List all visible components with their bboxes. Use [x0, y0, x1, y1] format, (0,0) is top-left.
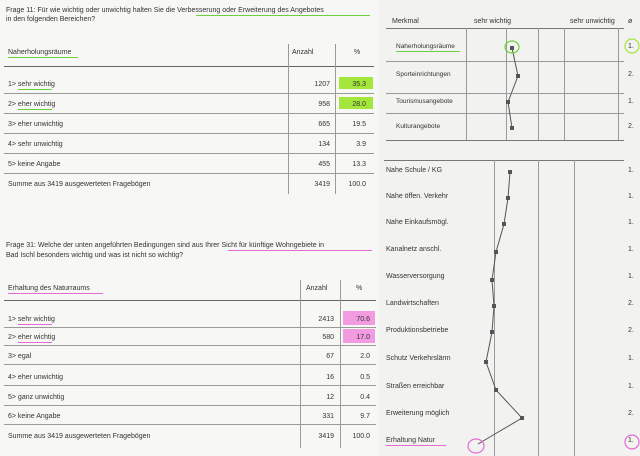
row-pct: 28.0: [352, 101, 366, 108]
row-count: 580: [322, 334, 334, 341]
green-circle-mark: [625, 39, 639, 53]
mean-value: 1.: [628, 437, 634, 444]
row-pct: 3.9: [356, 141, 366, 148]
profile-item: Sporteinrichtungen: [396, 71, 451, 78]
mean-value: 1.: [628, 219, 634, 226]
row-label: 4> sehr unwichtig: [8, 141, 63, 148]
profile-item: Produktionsbetriebe: [386, 327, 449, 334]
row-pct: 0.4: [360, 394, 370, 401]
row-count: 331: [322, 413, 334, 420]
frage31-header: Erhaltung des Naturraums: [8, 285, 90, 292]
pink-circle-mark: [625, 435, 639, 449]
mean-value: 2.: [628, 71, 634, 78]
profile-col-wichtig: sehr wichtig: [474, 18, 511, 25]
row-pct: 9.7: [360, 413, 370, 420]
marker: [494, 388, 498, 392]
mean-value: 1.: [628, 167, 634, 174]
mean-value: 1.: [628, 43, 634, 50]
profile-item: Nahe öffen. Verkehr: [386, 193, 449, 200]
table-col-divider: [335, 44, 336, 194]
frage11-question-line1: Frage 11: Für wie wichtig oder unwichtig halten Sie die Verbesserung oder Erweiterung des Angebotes: [6, 7, 324, 14]
sum-pct: 100.0: [352, 433, 370, 440]
row-label: 3> egal: [8, 353, 32, 360]
profile-item: Wasserversorgung: [386, 273, 445, 280]
profile-item: Kulturangebote: [396, 123, 441, 130]
row-label: 3> eher unwichtig: [8, 121, 64, 128]
mean-value: 1.: [628, 98, 634, 105]
row-divider: [4, 385, 376, 386]
mean-value: 2.: [628, 123, 634, 130]
row-count: 16: [326, 374, 334, 381]
label-underline: [18, 342, 52, 343]
profile-col-unwichtig: sehr unwichtig: [570, 18, 615, 25]
row-divider: [4, 93, 374, 94]
profile-item: Tourismusangebote: [396, 98, 453, 105]
marker: [520, 416, 524, 420]
profile-col-merkmal: Merkmal: [392, 18, 419, 25]
sum-label: Summe aus 3419 ausgewerteten Fragebögen: [8, 433, 151, 440]
table-rule: [4, 300, 376, 301]
marker: [490, 278, 494, 282]
marker: [510, 126, 514, 130]
marker: [516, 74, 520, 78]
marker: [510, 46, 514, 50]
row-label: 4> eher unwichtig: [8, 374, 64, 381]
sum-pct: 100.0: [348, 181, 366, 188]
mean-value: 1.: [628, 383, 634, 390]
row-divider: [4, 405, 376, 406]
profile-item: Landwirtschaften: [386, 300, 439, 307]
row-divider: [4, 173, 374, 174]
header-underline: [8, 57, 78, 58]
row-pct: 13.3: [352, 161, 366, 168]
row-label: 2> eher wichtig: [8, 101, 56, 108]
frage11-question-line2: in den folgenden Bereichen?: [6, 16, 96, 23]
frage31-question-line2: Bad Ischl besonders wichtig und was ist nicht so wichtig?: [6, 252, 184, 259]
top-profile-line: [508, 48, 518, 128]
row-divider: [4, 364, 376, 365]
profile-item: Naherholungsräume: [396, 43, 455, 50]
mean-value: 2.: [628, 300, 634, 307]
marker: [490, 330, 494, 334]
marker: [492, 304, 496, 308]
row-pct: 35.3: [352, 81, 366, 88]
profile-item: Kanalnetz anschl.: [386, 246, 442, 253]
profile-item: Straßen erreichbar: [386, 383, 445, 390]
row-label: 6> keine Angabe: [8, 413, 61, 420]
profile-item: Schutz Verkehrslärm: [386, 355, 451, 362]
frage31-question-line1: Frage 31: Welche der unten angeführten Bedingungen sind aus Ihrer Sicht für künftige Wohngebiete in: [6, 242, 325, 249]
marker: [494, 250, 498, 254]
sum-count: 3419: [314, 181, 330, 188]
row-pct: 2.0: [360, 353, 370, 360]
frage31-col-pct: %: [356, 285, 363, 292]
marker: [508, 170, 512, 174]
frage11-header: Naherholungsräume: [8, 49, 72, 56]
marker: [506, 196, 510, 200]
row-count: 134: [318, 141, 330, 148]
question-underline: [228, 250, 372, 251]
table-col-divider: [288, 44, 289, 194]
frage11-col-pct: %: [354, 49, 361, 56]
profile-item: Nahe Einkaufsmögl.: [386, 219, 449, 226]
row-pct: 19.5: [352, 121, 366, 128]
mean-value: 1.: [628, 273, 634, 280]
bottom-profile-markers: [484, 170, 524, 420]
frage31-col-count: Anzahl: [306, 285, 328, 292]
profile-col-mean: ø: [628, 18, 633, 25]
sum-label: Summe aus 3419 ausgewerteten Fragebögen: [8, 181, 151, 188]
pink-circle-mark: [468, 439, 484, 453]
row-divider: [4, 327, 376, 328]
row-label: 1> sehr wichtig: [8, 316, 55, 323]
row-count: 958: [318, 101, 330, 108]
bottom-profile-line: [478, 172, 522, 444]
row-divider: [4, 153, 374, 154]
row-label: 5> ganz unwichtig: [8, 394, 65, 401]
mean-value: 1.: [628, 355, 634, 362]
question-underline: [196, 15, 370, 16]
row-divider: [4, 133, 374, 134]
sum-count: 3419: [318, 433, 334, 440]
mean-value: 1.: [628, 193, 634, 200]
mean-value: 2.: [628, 410, 634, 417]
frage11-col-count: Anzahl: [292, 49, 314, 56]
row-pct: 70.6: [356, 316, 370, 323]
row-pct: 17.0: [356, 334, 370, 341]
label-underline: [18, 109, 52, 110]
row-divider: [4, 345, 376, 346]
row-divider: [4, 113, 374, 114]
marker: [506, 100, 510, 104]
row-count: 12: [326, 394, 334, 401]
profile-item: Erweiterung möglich: [386, 410, 450, 417]
row-count: 1207: [314, 81, 330, 88]
mean-value: 1.: [628, 246, 634, 253]
profile-item: Nahe Schule / KG: [386, 167, 443, 174]
row-count: 665: [318, 121, 330, 128]
row-label: 1> sehr wichtig: [8, 81, 55, 88]
right-page: [378, 0, 640, 456]
row-count: 2413: [318, 316, 334, 323]
marker: [484, 360, 488, 364]
row-pct: 0.5: [360, 374, 370, 381]
row-label: 5> keine Angabe: [8, 161, 61, 168]
profile-item: Erhaltung Natur: [386, 437, 436, 444]
mean-value: 2.: [628, 327, 634, 334]
label-underline: [18, 89, 52, 90]
header-underline: [8, 293, 103, 294]
row-count: 67: [326, 353, 334, 360]
row-count: 455: [318, 161, 330, 168]
table-rule: [4, 66, 374, 67]
label-underline: [18, 324, 52, 325]
marker: [502, 222, 506, 226]
row-divider: [4, 424, 376, 425]
row-label: 2> eher wichtig: [8, 334, 56, 341]
profile-lines: [378, 0, 640, 456]
